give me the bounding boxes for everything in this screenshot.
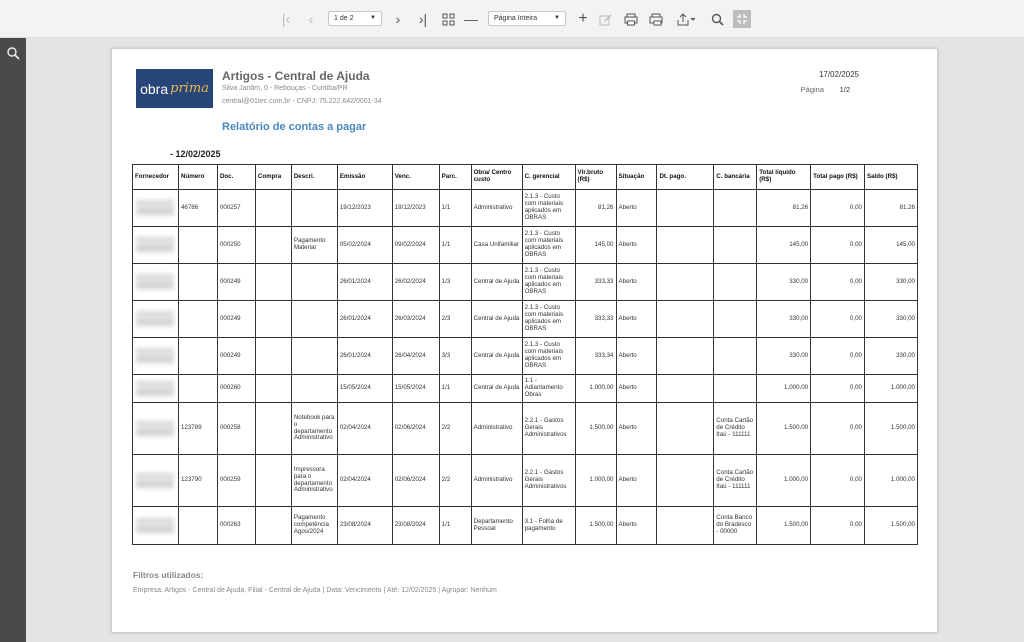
zoom-select-value: Página Inteira xyxy=(494,15,538,22)
cell-dtpago xyxy=(657,403,714,455)
zoom-select[interactable] xyxy=(488,11,566,26)
cell-doc: 000257 xyxy=(217,190,255,227)
column-header: Emissão xyxy=(337,165,392,190)
fullscreen-icon[interactable] xyxy=(733,10,751,28)
cell-gerencial: 2.2.1 - Gastos Gerais Administrativos xyxy=(522,403,575,455)
cell-descr xyxy=(291,264,337,301)
column-header: C. bancária xyxy=(714,165,757,190)
supplier-cell xyxy=(133,338,179,375)
cell-saldo: 1.500,00 xyxy=(864,507,917,545)
cell-doc: 000260 xyxy=(217,375,255,403)
chevron-down-icon: ▼ xyxy=(554,15,560,21)
cell-pago: 0,00 xyxy=(811,455,865,507)
cell-liquido: 145,00 xyxy=(757,227,811,264)
cell-descr xyxy=(291,375,337,403)
cell-emissao: 02/04/2024 xyxy=(337,455,392,507)
cell-dtpago xyxy=(657,507,714,545)
cell-venc: 23/08/2024 xyxy=(392,507,439,545)
report-period: - 12/02/2025 xyxy=(170,149,221,159)
cell-parc: 2/2 xyxy=(439,455,471,507)
table-row xyxy=(133,338,918,375)
cell-centro: Central de Ajuda xyxy=(471,301,522,338)
cell-parc: 1/1 xyxy=(439,190,471,227)
table-row xyxy=(133,507,918,545)
cell-bancaria xyxy=(714,375,757,403)
cell-venc: 26/02/2024 xyxy=(392,264,439,301)
cell-emissao: 23/08/2024 xyxy=(337,507,392,545)
cell-situacao: Aberto xyxy=(616,227,657,264)
cell-parc: 2/2 xyxy=(439,403,471,455)
cell-numero: 123789 xyxy=(178,403,217,455)
search-icon[interactable] xyxy=(709,9,725,29)
table-row xyxy=(133,190,918,227)
cell-emissao: 26/01/2024 xyxy=(337,301,392,338)
column-header: Doc. xyxy=(217,165,255,190)
cell-gerencial: 1.1 - Adiantamento Obras xyxy=(522,375,575,403)
cell-situacao: Aberto xyxy=(616,455,657,507)
cell-bancaria xyxy=(714,301,757,338)
cell-saldo: 330,00 xyxy=(864,338,917,375)
redacted-supplier xyxy=(136,421,174,437)
column-header: Descri. xyxy=(291,165,337,190)
cell-descr xyxy=(291,301,337,338)
table-row xyxy=(133,301,918,338)
cell-dtpago xyxy=(657,264,714,301)
cell-pago: 0,00 xyxy=(811,403,865,455)
cell-bancaria xyxy=(714,227,757,264)
column-header: Número xyxy=(178,165,217,190)
cell-dtpago xyxy=(657,301,714,338)
report-title: Relatório de contas a pagar xyxy=(222,121,367,133)
cell-emissao: 26/01/2024 xyxy=(337,264,392,301)
redacted-supplier xyxy=(136,311,174,327)
zoom-out-icon[interactable]: — xyxy=(464,11,478,27)
cell-liquido: 1.000,00 xyxy=(757,375,811,403)
table-row xyxy=(133,375,918,403)
cell-bancaria: Conta Cartão de Crédito Itaú - 111111 xyxy=(714,455,757,507)
redacted-supplier xyxy=(136,200,174,216)
cell-bruto: 145,00 xyxy=(575,227,616,264)
cell-liquido: 81,26 xyxy=(757,190,811,227)
print-icon[interactable] xyxy=(623,9,639,29)
cell-bruto: 1.500,00 xyxy=(575,403,616,455)
cell-bancaria xyxy=(714,338,757,375)
column-header: Saldo (R$) xyxy=(864,165,917,190)
cell-doc: 000249 xyxy=(217,301,255,338)
cell-liquido: 330,00 xyxy=(757,264,811,301)
cell-pago: 0,00 xyxy=(811,507,865,545)
cell-pago: 0,00 xyxy=(811,264,865,301)
cell-doc: 000249 xyxy=(217,264,255,301)
cell-compra xyxy=(255,338,291,375)
cell-situacao: Aberto xyxy=(616,264,657,301)
company-name: Artigos - Central de Ajuda xyxy=(222,69,370,83)
column-header: Venc. xyxy=(392,165,439,190)
cell-numero xyxy=(178,338,217,375)
cell-bancaria xyxy=(714,190,757,227)
page-select-value: 1 de 2 xyxy=(334,15,354,22)
table-row xyxy=(133,403,918,455)
cell-descr: Notebook para o departamento Administrativo xyxy=(291,403,337,455)
column-header: Total pago (R$) xyxy=(811,165,865,190)
supplier-cell xyxy=(133,301,179,338)
cell-situacao: Aberto xyxy=(616,403,657,455)
cell-bancaria: Conta Cartão de Crédito Itaú - 111111 xyxy=(714,403,757,455)
column-header: Dt. pago. xyxy=(657,165,714,190)
supplier-cell xyxy=(133,455,179,507)
cell-dtpago xyxy=(657,338,714,375)
cell-gerencial: 3.1 - Folha de pagamento xyxy=(522,507,575,545)
redacted-supplier xyxy=(136,381,174,397)
cell-numero xyxy=(178,375,217,403)
next-page-icon[interactable]: › xyxy=(395,11,401,27)
cell-centro: Departamento Pessoal xyxy=(471,507,522,545)
cell-gerencial: 2.1.3 - Custo com materiais aplicados em OBRAS xyxy=(522,301,575,338)
cell-situacao: Aberto xyxy=(616,375,657,403)
cell-centro: Central de Ajuda xyxy=(471,264,522,301)
cell-pago: 0,00 xyxy=(811,375,865,403)
cell-parc: 1/1 xyxy=(439,227,471,264)
cell-situacao: Aberto xyxy=(616,301,657,338)
filters-text: Empresa: Artigos - Central de Ajuda, Filial - Central de Ajuda | Data: Vencimento | Até: 12/02/2025 | Agrupar: Nenhum xyxy=(133,587,497,594)
cell-dtpago xyxy=(657,227,714,264)
supplier-cell xyxy=(133,375,179,403)
cell-saldo: 330,00 xyxy=(864,264,917,301)
cell-venc: 19/12/2023 xyxy=(392,190,439,227)
table-row xyxy=(133,455,918,507)
cell-bruto: 1.500,00 xyxy=(575,507,616,545)
cell-liquido: 330,00 xyxy=(757,301,811,338)
cell-descr: Pagamento competência Agos/2024 xyxy=(291,507,337,545)
export-icon[interactable] xyxy=(673,9,699,29)
cell-saldo: 145,00 xyxy=(864,227,917,264)
cell-bruto: 333,33 xyxy=(575,264,616,301)
cell-numero xyxy=(178,507,217,545)
supplier-cell xyxy=(133,403,179,455)
table-row xyxy=(133,227,918,264)
cell-descr xyxy=(291,338,337,375)
page-label: Página xyxy=(800,85,824,94)
cell-doc: 000249 xyxy=(217,338,255,375)
filters-title: Filtros utilizados: xyxy=(133,570,204,580)
print-options-icon[interactable] xyxy=(648,9,664,29)
chevron-down-icon: ▼ xyxy=(370,15,376,21)
last-page-icon[interactable]: ›| xyxy=(418,11,428,27)
company-address: Silva Jardim, 0 - Rebouças - Curitiba/PR xyxy=(222,85,348,92)
cell-dtpago xyxy=(657,375,714,403)
cell-doc: 000259 xyxy=(217,455,255,507)
cell-situacao: Aberto xyxy=(616,507,657,545)
redacted-supplier xyxy=(136,473,174,489)
cell-pago: 0,00 xyxy=(811,301,865,338)
cell-emissao: 05/02/2024 xyxy=(337,227,392,264)
cell-bruto: 333,33 xyxy=(575,301,616,338)
report-page xyxy=(111,48,938,633)
cell-situacao: Aberto xyxy=(616,190,657,227)
report-date: 17/02/2025 xyxy=(818,70,859,79)
cell-liquido: 1.500,00 xyxy=(757,507,811,545)
cell-bancaria: Conta Banco do Bradesco - 00000 xyxy=(714,507,757,545)
cell-parc: 2/3 xyxy=(439,301,471,338)
cell-venc: 02/06/2024 xyxy=(392,403,439,455)
redacted-supplier xyxy=(136,274,174,290)
cell-emissao: 26/01/2024 xyxy=(337,338,392,375)
cell-numero: 123790 xyxy=(178,455,217,507)
page-select[interactable] xyxy=(328,11,382,26)
cell-compra xyxy=(255,455,291,507)
cell-bruto: 333,34 xyxy=(575,338,616,375)
previous-page-icon[interactable]: ‹ xyxy=(308,11,314,27)
cell-compra xyxy=(255,375,291,403)
page-number: 1/2 xyxy=(839,85,850,94)
cell-bruto: 1.000,00 xyxy=(575,455,616,507)
cell-pago: 0,00 xyxy=(811,338,865,375)
column-header: Total líquido (R$) xyxy=(757,165,811,190)
supplier-cell xyxy=(133,227,179,264)
cell-numero xyxy=(178,264,217,301)
cell-venc: 15/05/2024 xyxy=(392,375,439,403)
column-header: Vlr.bruto (R$) xyxy=(575,165,616,190)
cell-doc: 000263 xyxy=(217,507,255,545)
cell-gerencial: 2.1.3 - Custo com materiais aplicados em OBRAS xyxy=(522,338,575,375)
cell-compra xyxy=(255,403,291,455)
cell-doc: 000250 xyxy=(217,227,255,264)
cell-liquido: 330,00 xyxy=(757,338,811,375)
cell-venc: 26/03/2024 xyxy=(392,301,439,338)
company-contact: central@01tec.com.br - CNPJ: 75.222.642/0001-34 xyxy=(222,98,382,105)
cell-descr xyxy=(291,190,337,227)
cell-parc: 1/1 xyxy=(439,375,471,403)
column-header: Fornecedor xyxy=(133,165,179,190)
table-header-row xyxy=(133,165,918,190)
edit-icon[interactable] xyxy=(598,9,614,29)
cell-pago: 0,00 xyxy=(811,190,865,227)
cell-venc: 09/02/2024 xyxy=(392,227,439,264)
cell-dtpago xyxy=(657,455,714,507)
cell-saldo: 81,26 xyxy=(864,190,917,227)
zoom-in-icon[interactable]: + xyxy=(578,10,588,27)
cell-parc: 1/3 xyxy=(439,264,471,301)
cell-dtpago xyxy=(657,190,714,227)
cell-gerencial: 2.2.1 - Gastos Gerais Administrativos xyxy=(522,455,575,507)
cell-centro: Central de Ajuda xyxy=(471,375,522,403)
pdf-toolbar xyxy=(0,0,1024,38)
cell-gerencial: 2.1.3 - Custo com materiais aplicados em OBRAS xyxy=(522,227,575,264)
supplier-cell xyxy=(133,507,179,545)
cell-compra xyxy=(255,301,291,338)
cell-bruto: 81,26 xyxy=(575,190,616,227)
cell-situacao: Aberto xyxy=(616,338,657,375)
cell-compra xyxy=(255,264,291,301)
cell-parc: 1/1 xyxy=(439,507,471,545)
cell-emissao: 19/12/2023 xyxy=(337,190,392,227)
cell-venc: 26/04/2024 xyxy=(392,338,439,375)
supplier-cell xyxy=(133,190,179,227)
column-header: Situação xyxy=(616,165,657,190)
cell-liquido: 1.000,00 xyxy=(757,455,811,507)
first-page-icon[interactable]: |‹ xyxy=(281,11,291,27)
side-panel xyxy=(0,38,26,642)
cell-compra xyxy=(255,507,291,545)
column-header: Compra xyxy=(255,165,291,190)
cell-pago: 0,00 xyxy=(811,227,865,264)
cell-saldo: 1.000,00 xyxy=(864,455,917,507)
cell-parc: 3/3 xyxy=(439,338,471,375)
search-icon[interactable] xyxy=(6,46,20,60)
accounts-table xyxy=(132,164,918,545)
cell-gerencial: 2.1.3 - Custo com materiais aplicados em OBRAS xyxy=(522,264,575,301)
cell-emissao: 02/04/2024 xyxy=(337,403,392,455)
cell-bancaria xyxy=(714,264,757,301)
cell-bruto: 1.000,00 xyxy=(575,375,616,403)
cell-centro: Administrativo xyxy=(471,403,522,455)
cell-liquido: 1.500,00 xyxy=(757,403,811,455)
cell-numero xyxy=(178,227,217,264)
cell-descr: Pagamento Material xyxy=(291,227,337,264)
cell-saldo: 1.500,00 xyxy=(864,403,917,455)
cell-numero xyxy=(178,301,217,338)
cell-doc: 000258 xyxy=(217,403,255,455)
cell-emissao: 15/05/2024 xyxy=(337,375,392,403)
cell-centro: Central de Ajuda xyxy=(471,338,522,375)
cell-gerencial: 2.1.3 - Custo com materiais aplicados em OBRAS xyxy=(522,190,575,227)
cell-venc: 02/06/2024 xyxy=(392,455,439,507)
cell-centro: Administrativo xyxy=(471,190,522,227)
company-logo: obra prima xyxy=(136,69,213,108)
table-row xyxy=(133,264,918,301)
cell-descr: Impressora para o departamento Administrativo xyxy=(291,455,337,507)
column-header: Parc. xyxy=(439,165,471,190)
cell-centro: Casa Unifamiliar xyxy=(471,227,522,264)
cell-centro: Administrativo xyxy=(471,455,522,507)
column-header: C. gerencial xyxy=(522,165,575,190)
cell-saldo: 1.000,00 xyxy=(864,375,917,403)
column-header: Obra/ Centro custo xyxy=(471,165,522,190)
thumbnails-icon[interactable] xyxy=(440,9,456,29)
redacted-supplier xyxy=(136,348,174,364)
cell-compra xyxy=(255,190,291,227)
supplier-cell xyxy=(133,264,179,301)
cell-compra xyxy=(255,227,291,264)
redacted-supplier xyxy=(136,518,174,534)
cell-numero: 46786 xyxy=(178,190,217,227)
redacted-supplier xyxy=(136,237,174,253)
cell-saldo: 330,00 xyxy=(864,301,917,338)
